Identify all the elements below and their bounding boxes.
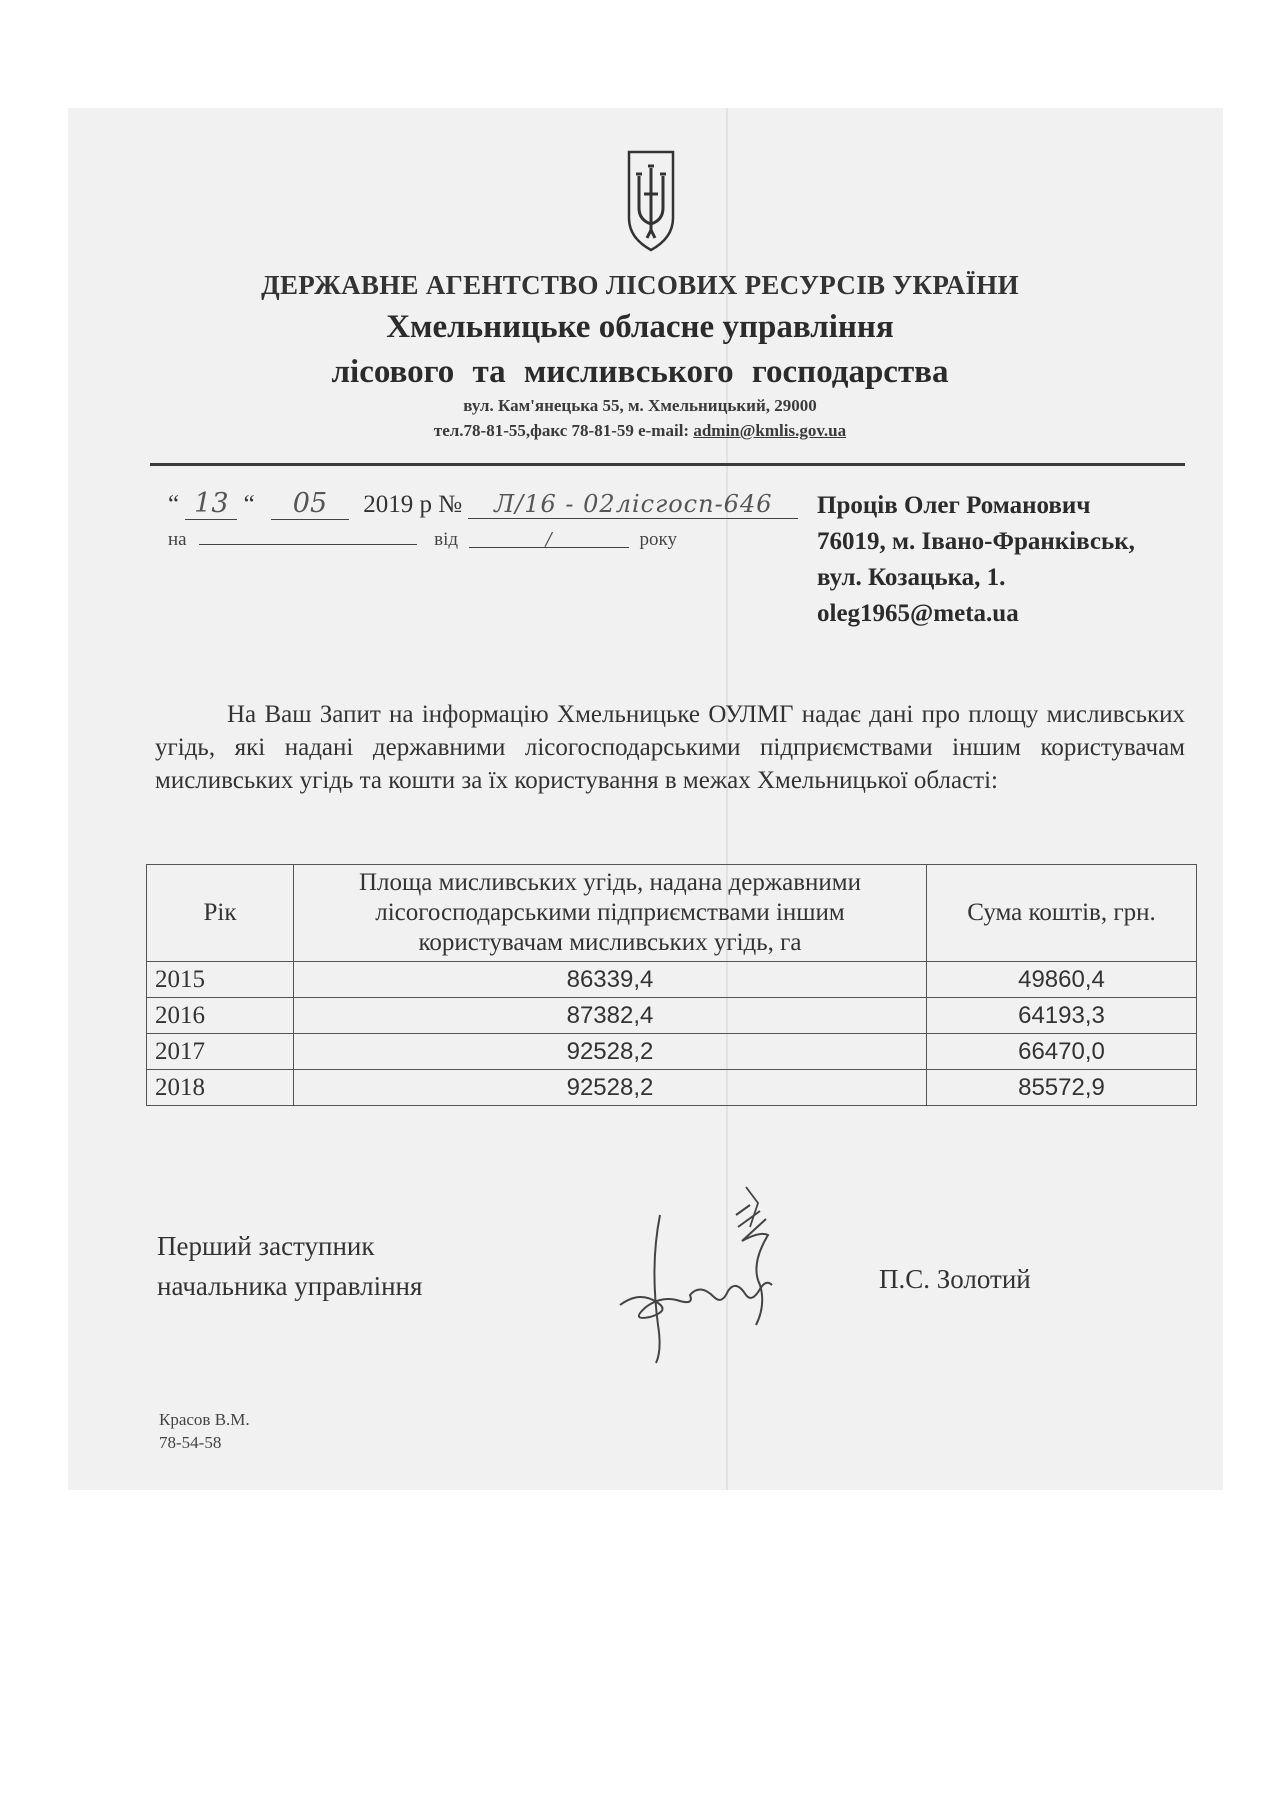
executor-block — [159, 1408, 250, 1454]
cell-year: 2015 — [147, 962, 294, 998]
cell-sum: 49860,4 — [927, 962, 1197, 998]
header-sum: Сума коштів, грн. — [927, 865, 1197, 962]
vid-label: від — [434, 529, 459, 550]
table-row — [147, 998, 1197, 1034]
body-paragraph: На Ваш Запит на інформацію Хмельницьке ОУЛМГ надає дані про площу мисливських угідь, які надані державними лісогосподарськими підприємствами іншим користувачам мисливських угідь та кошти за їх користування в межах Хмельницької області: — [155, 701, 1185, 794]
org-email: admin@kmlis.gov.ua — [693, 421, 847, 440]
vid-blank: / — [469, 529, 629, 548]
cell-year: 2017 — [147, 1034, 294, 1070]
handwritten-signature-icon — [610, 1175, 870, 1365]
agency-name: ДЕРЖАВНЕ АГЕНТСТВО ЛІСОВИХ РЕСУРСІВ УКРАЇНИ — [261, 270, 1019, 300]
na-blank — [199, 526, 417, 545]
cell-sum: 64193,3 — [927, 998, 1197, 1034]
cell-sum: 66470,0 — [927, 1034, 1197, 1070]
executor-name: Красов В.М. — [159, 1410, 250, 1429]
org-name-line1: Хмельницьке обласне управління — [386, 309, 894, 345]
cell-area: 92528,2 — [294, 1034, 927, 1070]
cell-year: 2016 — [147, 998, 294, 1034]
header-area: Площа мисливських угідь, надана державними лісогосподарськими підприємствами іншим користувачам мисливських угідь, га — [294, 865, 927, 962]
signer-position — [157, 1226, 422, 1306]
org-name-line2: лісового та мисливського господарства — [331, 354, 949, 390]
data-table — [146, 864, 1197, 1106]
recipient-city: 76019, м. Івано-Франківськ, — [817, 528, 1135, 555]
reg-day: 13 — [185, 488, 237, 520]
recipient-street: вул. Козацька, 1. — [817, 564, 1006, 591]
signer-name: П.С. Золотий — [879, 1264, 1031, 1294]
table-header-row — [147, 865, 1197, 962]
recipient-name: Проців Олег Романович — [817, 492, 1091, 519]
header-year: Рік — [147, 865, 294, 962]
position-line2: начальника управління — [157, 1271, 423, 1301]
recipient-email: oleg1965@meta.ua — [817, 600, 1019, 627]
position-line1: Перший заступник — [157, 1231, 375, 1261]
letter-body — [155, 698, 1185, 797]
quote-open: “ — [168, 491, 180, 518]
reg-year-label: 2019 р № — [363, 491, 463, 518]
table-row — [147, 1070, 1197, 1106]
quote-mid: “ — [243, 491, 255, 518]
cell-area: 86339,4 — [294, 962, 927, 998]
trident-emblem-icon — [625, 146, 677, 256]
contacts-phone-fax: тел.78-81-55,факс 78-81-59 e-mail: — [433, 421, 694, 440]
reg-number: Л/16 - 02лісгосп-646 — [468, 490, 798, 519]
registration-line — [168, 488, 798, 520]
cell-sum: 85572,9 — [927, 1070, 1197, 1106]
org-address: вул. Кам'янецька 55, м. Хмельницький, 29000 — [463, 396, 817, 415]
cell-area: 87382,4 — [294, 998, 927, 1034]
executor-phone: 78-54-58 — [159, 1433, 222, 1452]
table-row — [147, 1034, 1197, 1070]
org-contacts — [0, 421, 1280, 441]
recipient-block — [817, 488, 1135, 632]
reg-month: 05 — [271, 488, 349, 520]
na-line — [168, 526, 677, 551]
cell-area: 92528,2 — [294, 1070, 927, 1106]
cell-year: 2018 — [147, 1070, 294, 1106]
na-label: на — [168, 529, 187, 550]
header-divider — [150, 463, 1185, 466]
table-row — [147, 962, 1197, 998]
roku-label: року — [639, 529, 677, 550]
